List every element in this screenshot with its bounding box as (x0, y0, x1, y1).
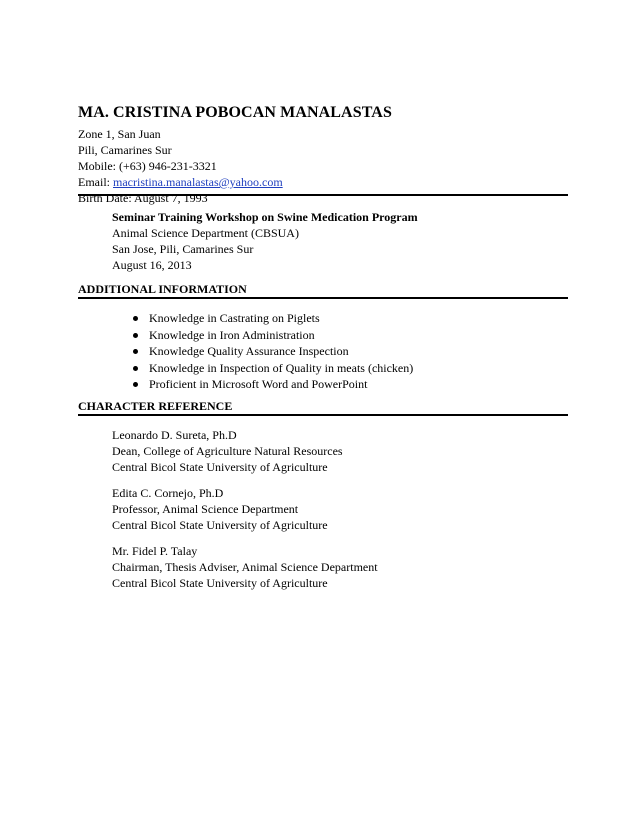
bullet-icon (133, 333, 138, 338)
address-line-2: Pili, Camarines Sur (78, 143, 172, 157)
skill-text: Proficient in Microsoft Word and PowerPoint (149, 377, 368, 391)
mobile-number: Mobile: (+63) 946-231-3321 (78, 159, 217, 173)
contact-header (78, 103, 568, 206)
reference-entry (112, 485, 328, 533)
reference-entry (112, 427, 343, 475)
reference-name: Leonardo D. Sureta, Ph.D (112, 428, 237, 442)
skill-text: Knowledge Quality Assurance Inspection (149, 344, 349, 358)
skill-text: Knowledge in Iron Administration (149, 327, 315, 342)
reference-position: Professor, Animal Science Department (112, 502, 299, 516)
bullet-icon (133, 366, 138, 371)
character-reference-heading: CHARACTER REFERENCE (78, 399, 233, 413)
reference-name: Mr. Fidel P. Talay (112, 544, 198, 558)
email-link[interactable]: macristina.manalastas@yahoo.com (113, 175, 283, 189)
skill-text: Knowledge in Castrating on Piglets (149, 311, 320, 325)
character-reference-divider (78, 414, 568, 416)
list-item (130, 327, 413, 344)
reference-entry (112, 543, 378, 591)
seminar-date: August 16, 2013 (112, 258, 192, 272)
bullet-icon (133, 349, 138, 354)
birth-date: Birth Date: August 7, 1993 (78, 191, 208, 205)
bullet-icon (133, 316, 138, 321)
header-divider (78, 194, 568, 196)
reference-institution: Central Bicol State University of Agriculture (112, 518, 328, 532)
list-item (130, 310, 413, 327)
reference-institution: Central Bicol State University of Agriculture (112, 460, 328, 474)
seminar-organizer: Animal Science Department (CBSUA) (112, 226, 299, 240)
reference-position: Dean, College of Agriculture Natural Resources (112, 444, 343, 458)
additional-information-heading: ADDITIONAL INFORMATION (78, 282, 247, 296)
additional-information-divider (78, 297, 568, 299)
seminar-entry (112, 209, 418, 273)
skill-text: Knowledge in Inspection of Quality in meats (chicken) (149, 360, 414, 375)
reference-institution: Central Bicol State University of Agriculture (112, 576, 328, 590)
email-label: Email: (78, 175, 113, 189)
seminar-title: Seminar Training Workshop on Swine Medication Program (112, 210, 418, 224)
list-item (130, 360, 413, 377)
skills-list (130, 310, 413, 393)
list-item (130, 376, 413, 393)
bullet-icon (133, 382, 138, 387)
seminar-location: San Jose, Pili, Camarines Sur (112, 242, 254, 256)
address-line-1: Zone 1, San Juan (78, 127, 161, 141)
email-line (78, 174, 568, 190)
reference-name: Edita C. Cornejo, Ph.D (112, 486, 224, 500)
applicant-name: MA. CRISTINA POBOCAN MANALASTAS (78, 104, 392, 121)
reference-position: Chairman, Thesis Adviser, Animal Science Department (112, 560, 378, 574)
list-item (130, 343, 413, 360)
